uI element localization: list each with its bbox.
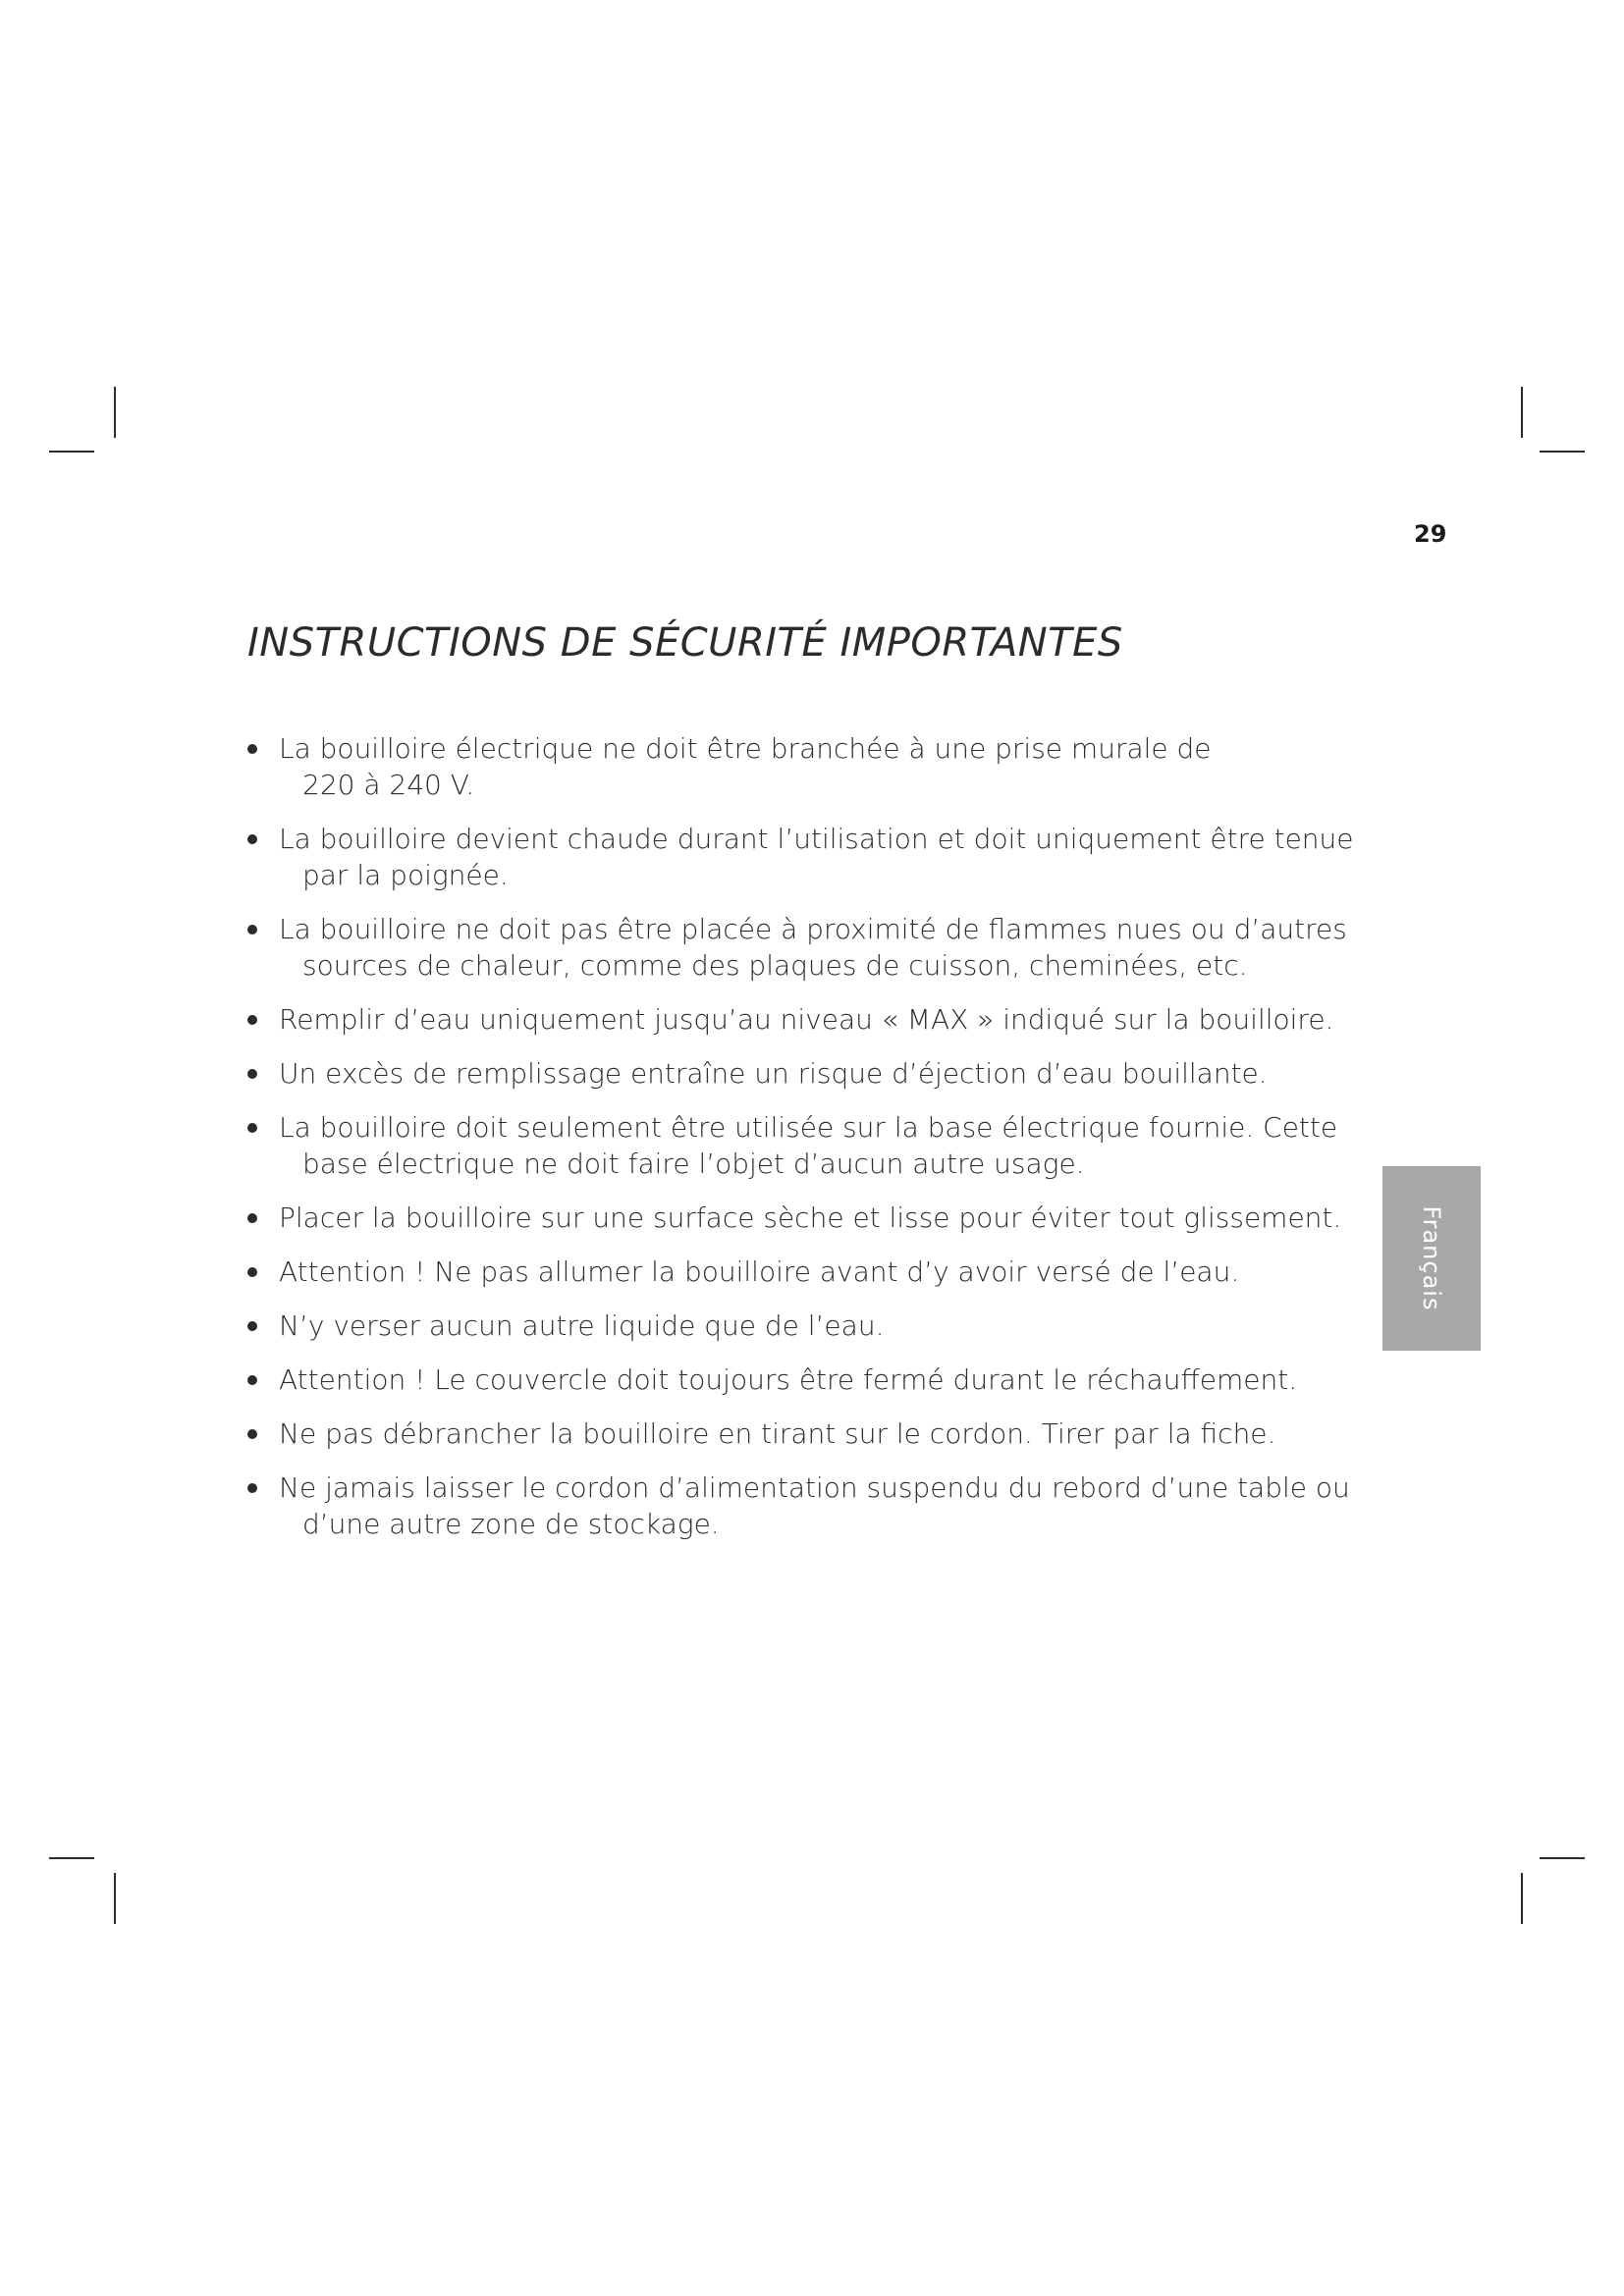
list-item bbox=[245, 1001, 1345, 1038]
list-item bbox=[245, 821, 1354, 893]
crop-mark-bottom-right-horizontal bbox=[1540, 1857, 1585, 1859]
list-item bbox=[245, 1254, 1345, 1290]
bullet-icon bbox=[247, 1321, 257, 1331]
crop-mark-bottom-left-vertical bbox=[114, 1873, 116, 1924]
list-item bbox=[245, 730, 1345, 803]
language-tab-label: Français bbox=[1418, 1205, 1445, 1311]
list-item-line: Attention ! Ne pas allumer la bouilloire avant d’y avoir versé de l’eau. bbox=[279, 1255, 1240, 1288]
bullet-icon bbox=[247, 1267, 257, 1277]
list-item bbox=[245, 1362, 1345, 1398]
list-item-line: La bouilloire électrique ne doit être branchée à une prise murale de bbox=[279, 732, 1212, 765]
list-item bbox=[245, 1055, 1345, 1092]
list-item-line: Attention ! Le couvercle doit toujours être fermé durant le réchauffement. bbox=[279, 1363, 1298, 1396]
bullet-icon bbox=[247, 1375, 257, 1385]
crop-mark-top-left-vertical bbox=[114, 387, 116, 438]
list-item bbox=[245, 1109, 1345, 1182]
list-item-line: d’une autre zone de stockage. bbox=[302, 1508, 720, 1540]
list-item-line: La bouilloire doit seulement être utilisée sur la base électrique fournie. Cette bbox=[279, 1111, 1338, 1144]
list-item-line: 220 à 240 V. bbox=[302, 769, 475, 801]
crop-mark-top-right-horizontal bbox=[1540, 451, 1585, 453]
bullet-icon bbox=[247, 744, 257, 754]
language-tab bbox=[1382, 1166, 1481, 1351]
list-item bbox=[245, 911, 1345, 984]
page-title: INSTRUCTIONS DE SÉCURITÉ IMPORTANTES bbox=[247, 620, 1123, 666]
bullet-icon bbox=[247, 1483, 257, 1493]
bullet-icon bbox=[247, 834, 257, 844]
bullet-icon bbox=[247, 925, 257, 934]
page-number: 29 bbox=[1414, 520, 1447, 548]
list-item-line: N’y verser aucun autre liquide que de l’eau. bbox=[279, 1309, 885, 1342]
list-item-line: par la poignée. bbox=[302, 859, 509, 891]
crop-mark-top-left-horizontal bbox=[49, 451, 94, 453]
list-item bbox=[245, 1415, 1345, 1452]
list-item-line: sources de chaleur, comme des plaques de cuisson, cheminées, etc. bbox=[302, 949, 1248, 982]
safety-instructions-list bbox=[245, 730, 1354, 1560]
list-item bbox=[245, 1200, 1345, 1236]
bullet-icon bbox=[247, 1069, 257, 1079]
list-item-line: Ne pas débrancher la bouilloire en tirant sur le cordon. Tirer par la fiche. bbox=[279, 1417, 1276, 1450]
list-item-line: Remplir d’eau uniquement jusqu’au niveau « MAX » indiqué sur la bouilloire. bbox=[279, 1003, 1334, 1036]
list-item-line: Un excès de remplissage entraîne un risque d’éjection d’eau bouillante. bbox=[279, 1057, 1268, 1090]
list-item-line: Placer la bouilloire sur une surface sèche et lisse pour éviter tout glissement. bbox=[279, 1201, 1342, 1234]
list-item bbox=[245, 1308, 1345, 1344]
list-item-line: La bouilloire ne doit pas être placée à proximité de flammes nues ou d’autres bbox=[279, 913, 1347, 945]
bullet-icon bbox=[247, 1123, 257, 1133]
list-item-line: Ne jamais laisser le cordon d’alimentation suspendu du rebord d’une table ou bbox=[279, 1471, 1350, 1504]
crop-mark-top-right-vertical bbox=[1521, 387, 1523, 438]
bullet-icon bbox=[247, 1213, 257, 1223]
crop-mark-bottom-left-horizontal bbox=[49, 1857, 94, 1859]
bullet-icon bbox=[247, 1429, 257, 1439]
crop-mark-bottom-right-vertical bbox=[1521, 1873, 1523, 1924]
list-item-line: base électrique ne doit faire l’objet d’aucun autre usage. bbox=[302, 1148, 1085, 1180]
bullet-icon bbox=[247, 1015, 257, 1025]
list-item bbox=[245, 1469, 1350, 1542]
list-item-line: La bouilloire devient chaude durant l’utilisation et doit uniquement être tenue bbox=[279, 823, 1354, 855]
